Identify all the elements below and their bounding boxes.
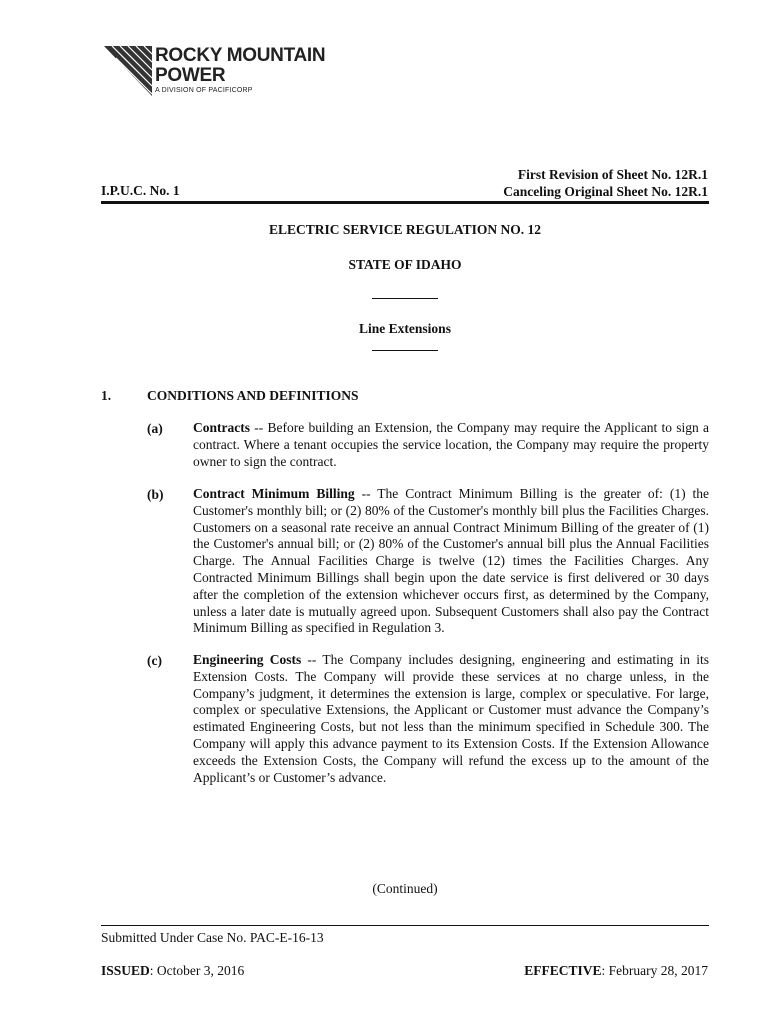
item-body-c bbox=[193, 652, 709, 786]
issued-label: ISSUED bbox=[101, 963, 150, 978]
logo-division: A DIVISION OF PACIFICORP bbox=[155, 87, 253, 94]
continued-note: (Continued) bbox=[372, 881, 438, 896]
item-term-b: Contract Minimum Billing bbox=[193, 486, 355, 501]
ipuc-number: I.P.U.C. No. 1 bbox=[101, 183, 180, 198]
effective-date bbox=[524, 963, 708, 979]
item-label-a: (a) bbox=[147, 421, 163, 436]
title-divider-bottom bbox=[372, 350, 438, 351]
item-body-a bbox=[193, 420, 709, 470]
logo-line1: ROCKY MOUNTAIN bbox=[155, 45, 326, 66]
item-term-c: Engineering Costs bbox=[193, 652, 302, 667]
item-body-b bbox=[193, 486, 709, 637]
issued-date bbox=[101, 963, 244, 979]
item-text-a: -- Before building an Extension, the Company may require the Applicant to sign a contract. Where a tenant occupies the service location, the Company may require the property owner to sign the contract. bbox=[193, 420, 709, 469]
effective-value: : February 28, 2017 bbox=[601, 963, 708, 978]
subject-title: Line Extensions bbox=[359, 321, 451, 336]
section-number: 1. bbox=[101, 388, 112, 403]
item-term-a: Contracts bbox=[193, 420, 250, 435]
canceling-text: Canceling Original Sheet No. 12R.1 bbox=[503, 184, 708, 199]
section-title: CONDITIONS AND DEFINITIONS bbox=[147, 388, 359, 403]
logo-line2: POWER bbox=[155, 65, 226, 86]
state-title: STATE OF IDAHO bbox=[348, 257, 462, 272]
footer-rule bbox=[101, 925, 709, 926]
effective-label: EFFECTIVE bbox=[524, 963, 602, 978]
item-label-b: (b) bbox=[147, 487, 164, 502]
title-divider-top bbox=[372, 298, 438, 299]
submitted-case: Submitted Under Case No. PAC-E-16-13 bbox=[101, 930, 324, 945]
revision-text: First Revision of Sheet No. 12R.1 bbox=[517, 167, 708, 182]
item-label-c: (c) bbox=[147, 653, 162, 668]
issued-value: : October 3, 2016 bbox=[149, 963, 245, 978]
item-text-c: -- The Company includes designing, engineering and estimating in its Extension Costs. The Company will provide these services at no charge unless, in the Company’s judgment, it determines the extension is large, complex or speculative. For large, complex or speculative Extensions, the Applicant or Customer must advance the Company’s estimated Engineering Costs, but not less than the minimum specified in Schedule 300. The Company will apply this advance payment to its Extension Costs. If the Extension Allowance exceeds the Extension Costs, the Company will refund the excess up to the amount of the Applicant’s or Customer’s advance. bbox=[193, 652, 709, 785]
regulation-title: ELECTRIC SERVICE REGULATION NO. 12 bbox=[269, 222, 541, 237]
item-text-b: -- The Contract Minimum Billing is the greater of: (1) the Customer's monthly bill; or (2) 80% of the Customer's monthly bill plus the Facilities Charges. Customers on a seasonal rate receive an annual Contract Minimum Billing of the greater of (1) the Customer's annual bill; or (2) 80% of the Customer's annual bill plus the Annual Facilities Charge. The Annual Facilities Charge is twelve (12) times the Facilities Charges. Any Contracted Minimum Billings shall begin upon the date service is first delivered or 30 days after the completion of the extension whichever occurs first, as determined by the Company, unless a later date is mutually agreed upon. Subsequent Customers shall also pay the Contract Minimum Billing as specified in Regulation 3. bbox=[193, 486, 710, 636]
header-rule bbox=[101, 201, 709, 204]
